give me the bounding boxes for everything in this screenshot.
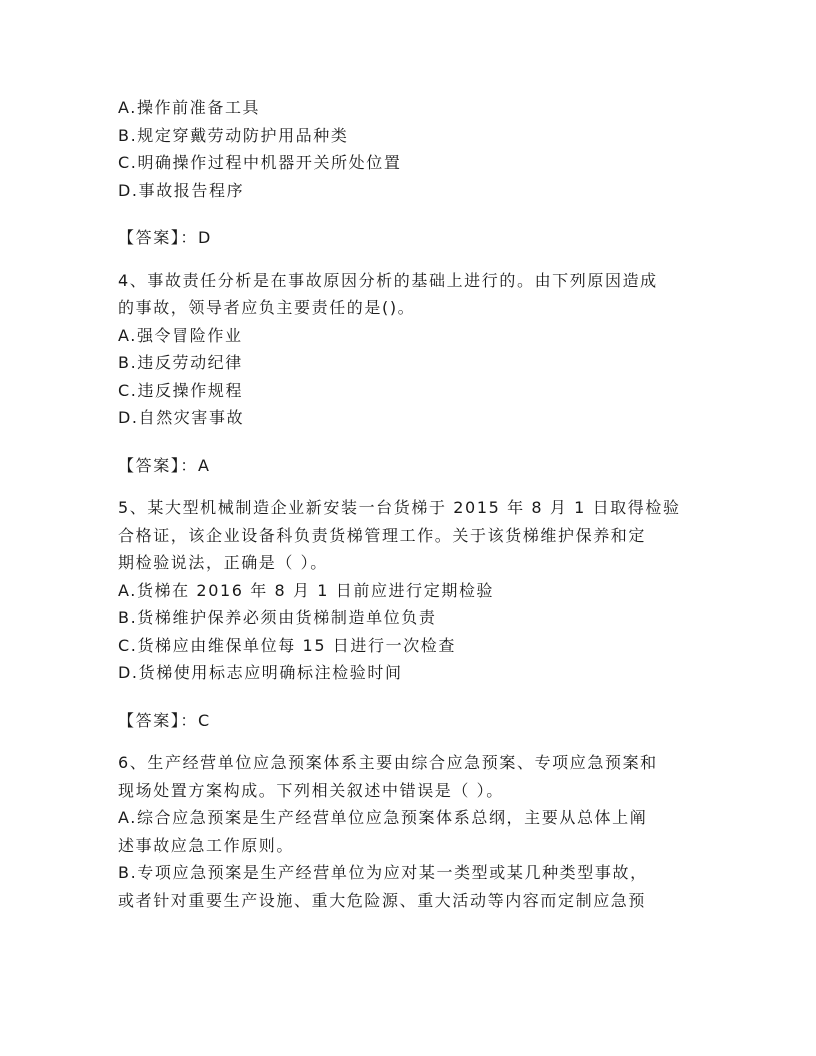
option-b: B.货梯维护保养必须由货梯制造单位负责: [118, 608, 437, 627]
option-a: A.货梯在 2016 年 8 月 1 日前应进行定期检验: [118, 580, 495, 600]
page-content: [118, 94, 718, 914]
question-5-stem-line-2: 合格证，该企业设备科负责货梯管理工作。关于该货梯维护保养和定: [118, 525, 647, 545]
question-5: [118, 494, 718, 687]
option-a-line-2: 述事故应急工作原则。: [118, 835, 295, 855]
option-c: C.明确操作过程中机器开关所处位置: [118, 153, 402, 172]
answer-q3: 【答案】：D: [118, 228, 212, 247]
question-4-stem-line-2: 的事故，领导者应负主要责任的是()。: [118, 298, 416, 317]
question-5-stem-line-1: 5、某大型机械制造企业新安装一台货梯于 2015 年 8 月 1 日取得检验: [118, 498, 681, 517]
answer-q4: 【答案】：A: [118, 455, 211, 475]
option-a: A.强令冒险作业: [118, 325, 243, 345]
option-a: A.操作前准备工具: [118, 98, 261, 117]
question-4-stem-line-1: 4、事故责任分析是在事故原因分析的基础上进行的。由下列原因造成: [118, 270, 658, 290]
option-a-line-1: A.综合应急预案是生产经营单位应急预案体系总纲，主要从总体上阐: [118, 808, 648, 827]
question-6: [118, 749, 718, 914]
question-5-stem-line-3: 期检验说法，正确是（ ）。: [118, 553, 328, 572]
question-4: [118, 267, 718, 432]
option-b: B.违反劳动纪律: [118, 353, 243, 372]
question-6-stem-line-1: 6、生产经营单位应急预案体系主要由综合应急预案、专项应急预案和: [118, 753, 658, 772]
option-b-line-1: B.专项应急预案是生产经营单位为应对某一类型或某几种类型事故，: [118, 863, 648, 882]
option-b-line-2: 或者针对重要生产设施、重大危险源、重大活动等内容而定制应急预: [118, 890, 647, 910]
option-b: B.规定穿戴劳动防护用品种类: [118, 125, 349, 145]
question-6-stem-line-2: 现场处置方案构成。下列相关叙述中错误是（ ）。: [118, 780, 504, 800]
option-d: D.事故报告程序: [118, 180, 245, 200]
option-d: D.自然灾害事故: [118, 408, 245, 427]
option-c: C.货梯应由维保单位每 15 日进行一次检查: [118, 635, 456, 655]
option-d: D.货梯使用标志应明确标注检验时间: [118, 663, 403, 682]
answer-q5: 【答案】：C: [118, 710, 211, 730]
q3-options: [118, 94, 718, 204]
option-c: C.违反操作规程: [118, 380, 244, 400]
